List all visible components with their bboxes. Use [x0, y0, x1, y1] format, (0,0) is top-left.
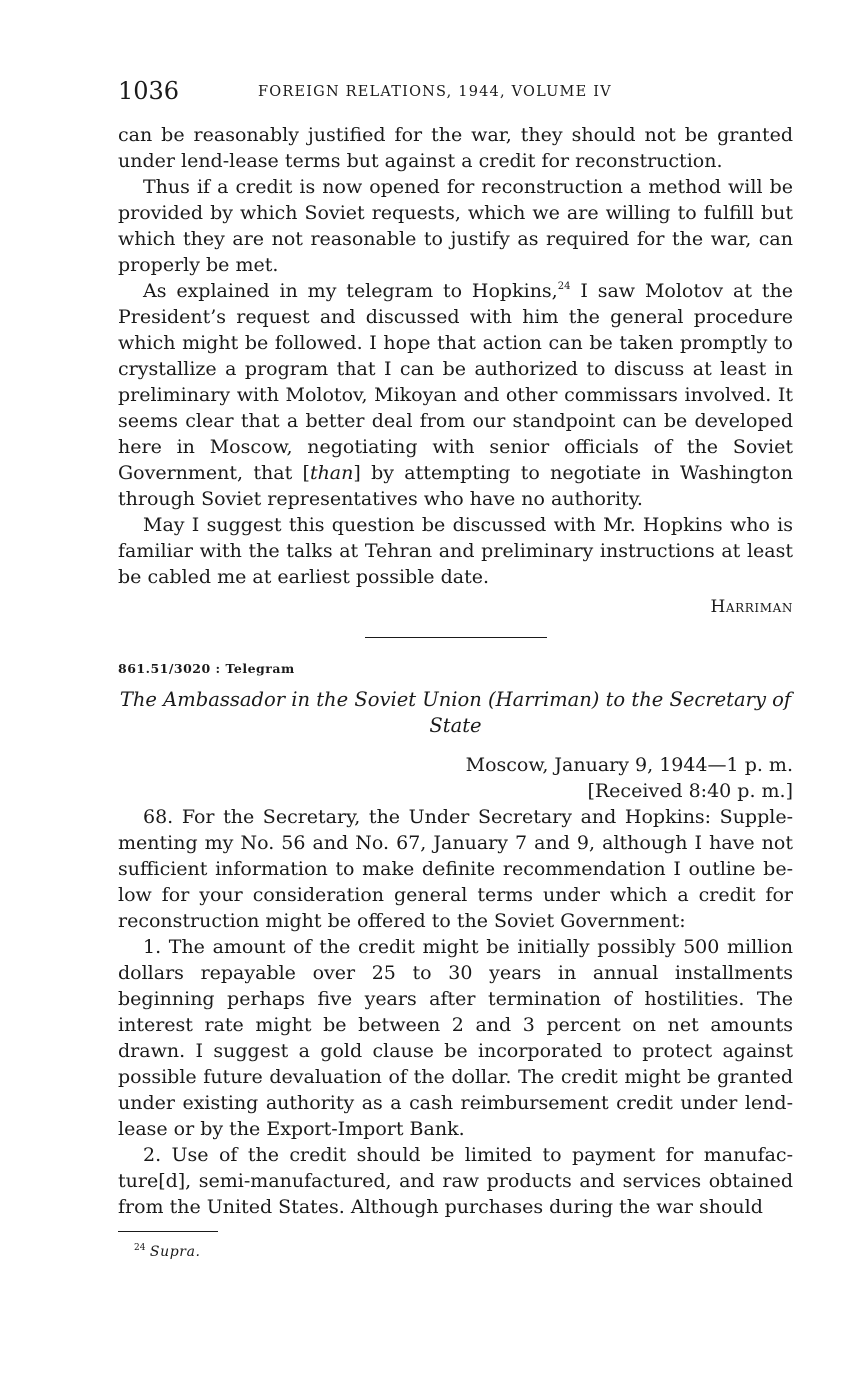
- signature: Harriman: [710, 597, 793, 617]
- page-body: [118, 76, 793, 1262]
- dateline: Moscow, January 9, 1944—1 p. m.: [465, 754, 793, 776]
- footnote-reference: 24: [557, 281, 571, 292]
- para3-text-middle: I saw Molotov at the President’s request and discussed with him the general procedure which might be followed. I hope that action can be taken promptly to crystallize a program that I can be authorized to discuss at least in preliminary with Molotov, Mikoyan and other commissars involved. It seems clear that a better deal from our standpoint can be developed here in Moscow, negotiating with senior officials of the Soviet Government, that [: [118, 280, 793, 484]
- footnote-text: Supra.: [149, 1244, 201, 1260]
- document-title: The Ambassador in the Soviet Union (Harriman) to the Secretary of State: [119, 688, 792, 737]
- para3-text-start: As explained in my telegram to Hopkins,: [143, 280, 558, 302]
- para3-text-end: ] by attempting to negotiate in Washington through Soviet representatives who have no authority.: [118, 462, 793, 510]
- telegram-paragraph-1: 68. For the Secretary, the Under Secretary and Hopkins: Supplementing my No. 56 and No. 67, January 7 and 9, although I have not sufficient information to make definite recommendation I outline below for your consideration general terms under which a credit for reconstruction might be offered to the Soviet Government:: [118, 806, 793, 932]
- page-header: [118, 76, 793, 108]
- received-line: [Received 8:40 p. m.]: [587, 780, 793, 802]
- continuation-paragraph-3: [118, 278, 793, 512]
- footnote-rule: [118, 1231, 218, 1232]
- page-number: 1036: [118, 77, 180, 105]
- footnote: [134, 1242, 793, 1262]
- telegram-paragraph-2: 1. The amount of the credit might be initially possibly 500 million dollars repayable over 25 to 30 years in annual installments beginning perhaps five years after termination of hostilities. The interest rate might be between 2 and 3 percent on net amounts drawn. I suggest a gold clause be incorporated to protect against possible future devaluation of the dollar. The credit might be granted under existing authority as a cash reimbursement credit under lend-lease or by the Export-Import Bank.: [118, 936, 793, 1140]
- footnote-mark: 24: [134, 1243, 146, 1253]
- telegram-paragraph-3: 2. Use of the credit should be limited to payment for manufacture[d], semi-manufactured, and raw products and services obtained from the United States. Although purchases during the war should: [118, 1144, 793, 1218]
- continuation-paragraph-2: Thus if a credit is now opened for reconstruction a method will be provided by which Soviet requests, which we are willing to fulfill but which they are not reasonable to justify as required for the war, can properly be met.: [118, 176, 793, 276]
- file-reference: 861.51/3020 : Telegram: [118, 661, 295, 676]
- running-head: FOREIGN RELATIONS, 1944, VOLUME IV: [258, 84, 612, 100]
- editorial-insertion: than: [309, 462, 354, 484]
- section-separator: [365, 637, 547, 638]
- continuation-paragraph-1: can be reasonably justified for the war, they should not be granted under lend-lease terms but against a credit for reconstruction.: [118, 124, 793, 172]
- continuation-paragraph-4: May I suggest this question be discussed with Mr. Hopkins who is familiar with the talks at Tehran and preliminary instructions at least be cabled me at earliest possible date.: [118, 514, 793, 588]
